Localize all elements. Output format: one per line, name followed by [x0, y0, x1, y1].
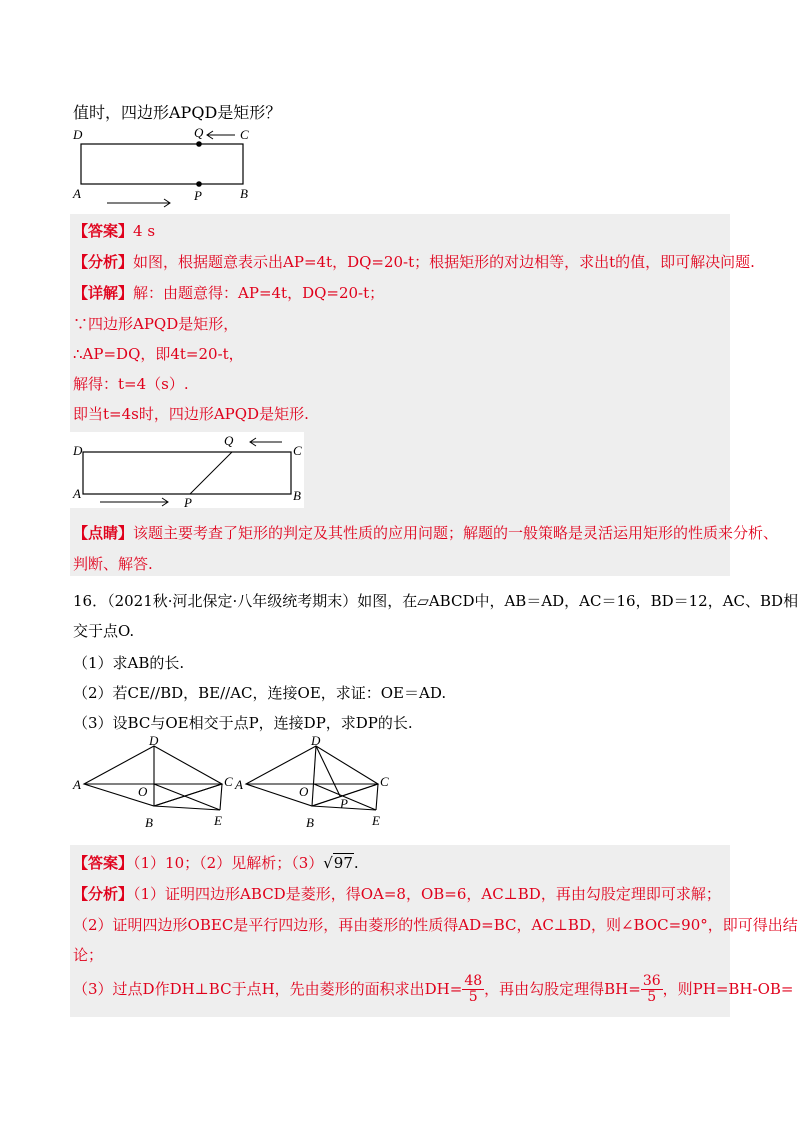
q16-analysis: 【分析】（1）证明四边形ABCD是菱形，得OA=8，OB=6，AC⊥BD，再由勾股定理即可求解；: [73, 885, 721, 903]
figure-rhombus-2: [232, 734, 402, 834]
fig1-label-c: C: [240, 127, 249, 142]
fig1-label-b: B: [240, 186, 248, 201]
q16-analysis-2: （2）证明四边形OBEC是平行四边形，再由菱形的性质得AD=BC，AC⊥BD，则∠BOC=90°，即可得出结: [73, 916, 798, 934]
fig4-label-c: C: [380, 774, 389, 789]
fig1-label-d: D: [73, 127, 83, 142]
q16-part-1: （1）求AB的长.: [73, 654, 185, 672]
fig4-label-b: B: [306, 815, 314, 830]
q16-answer: 【答案】（1）10；（2）见解析；（3）√97.: [73, 854, 359, 872]
q16-part-3: （3）设BC与OE相交于点P，连接DP，求DP的长.: [73, 714, 413, 732]
fig2-label-q: Q: [224, 433, 234, 448]
q16-analysis-4: （3）过点D作DH⊥BC于点H，先由菱形的面积求出DH= $\frac{48}{5}$ ，再由勾股定理得BH= $\frac{36}{5}$ ，则PH=BH-OB=: [73, 973, 794, 1006]
q15-comment-2: 判断、解答.: [73, 555, 153, 573]
q15-detail-5: 即当t=4s时，四边形APQD是矩形.: [73, 405, 309, 423]
fig3-label-a: A: [73, 777, 81, 792]
fig1-label-a: A: [73, 186, 81, 201]
fig1-label-q: Q: [194, 125, 204, 140]
fig4-label-o: O: [299, 784, 309, 799]
figure-rectangle-1: [70, 124, 260, 210]
q15-answer: 【答案】4 s: [73, 222, 156, 240]
q16-part-2: （2）若CE//BD，BE//AC，连接OE，求证：OE＝AD.: [73, 684, 447, 702]
q16-analysis-3: 论；: [73, 946, 104, 964]
fig3-label-d: D: [149, 734, 159, 748]
fig2-label-d: D: [73, 443, 83, 458]
fig4-label-d: D: [311, 734, 321, 748]
q16-stem: 16．（2021秋·河北保定·八年级统考期末）如图，在▱ABCD中，AB＝AD，AC＝16，BD＝12，AC、BD相: [73, 592, 799, 610]
q15-detail: 【详解】解：由题意得：AP=4t，DQ=20-t；: [73, 284, 385, 302]
fig3-label-c: C: [224, 774, 233, 789]
q16-stem-2: 交于点O.: [73, 622, 135, 640]
fig2-label-c: C: [293, 443, 302, 458]
fig4-label-e: E: [372, 813, 380, 828]
figure-rhombus-1: [70, 734, 240, 834]
q15-comment: 【点睛】该题主要考查了矩形的判定及其性质的应用问题；解题的一般策略是灵活运用矩形的性质来分析、: [73, 524, 779, 542]
fig3-label-o: O: [138, 784, 148, 799]
q15-detail-4: 解得：t=4（s）.: [73, 375, 189, 393]
intro-line: 值时，四边形APQD是矩形？: [73, 103, 282, 122]
fig2-label-b: B: [293, 488, 301, 503]
q15-detail-3: ∴AP=DQ，即4t=20-t，: [73, 345, 244, 363]
fig4-label-p: P: [340, 796, 348, 811]
q15-analysis: 【分析】如图，根据题意表示出AP=4t，DQ=20-t；根据矩形的对边相等，求出t的值，即可解决问题.: [73, 253, 755, 271]
fig4-label-a: A: [235, 777, 243, 792]
fig1-label-p: P: [194, 188, 202, 203]
fig3-label-e: E: [214, 813, 222, 828]
fig2-label-p: P: [184, 495, 192, 508]
fig3-label-b: B: [145, 815, 153, 830]
fig2-label-a: A: [73, 486, 81, 501]
figure-rectangle-2: [70, 432, 304, 508]
q15-detail-2: ∵四边形APQD是矩形，: [73, 315, 239, 333]
